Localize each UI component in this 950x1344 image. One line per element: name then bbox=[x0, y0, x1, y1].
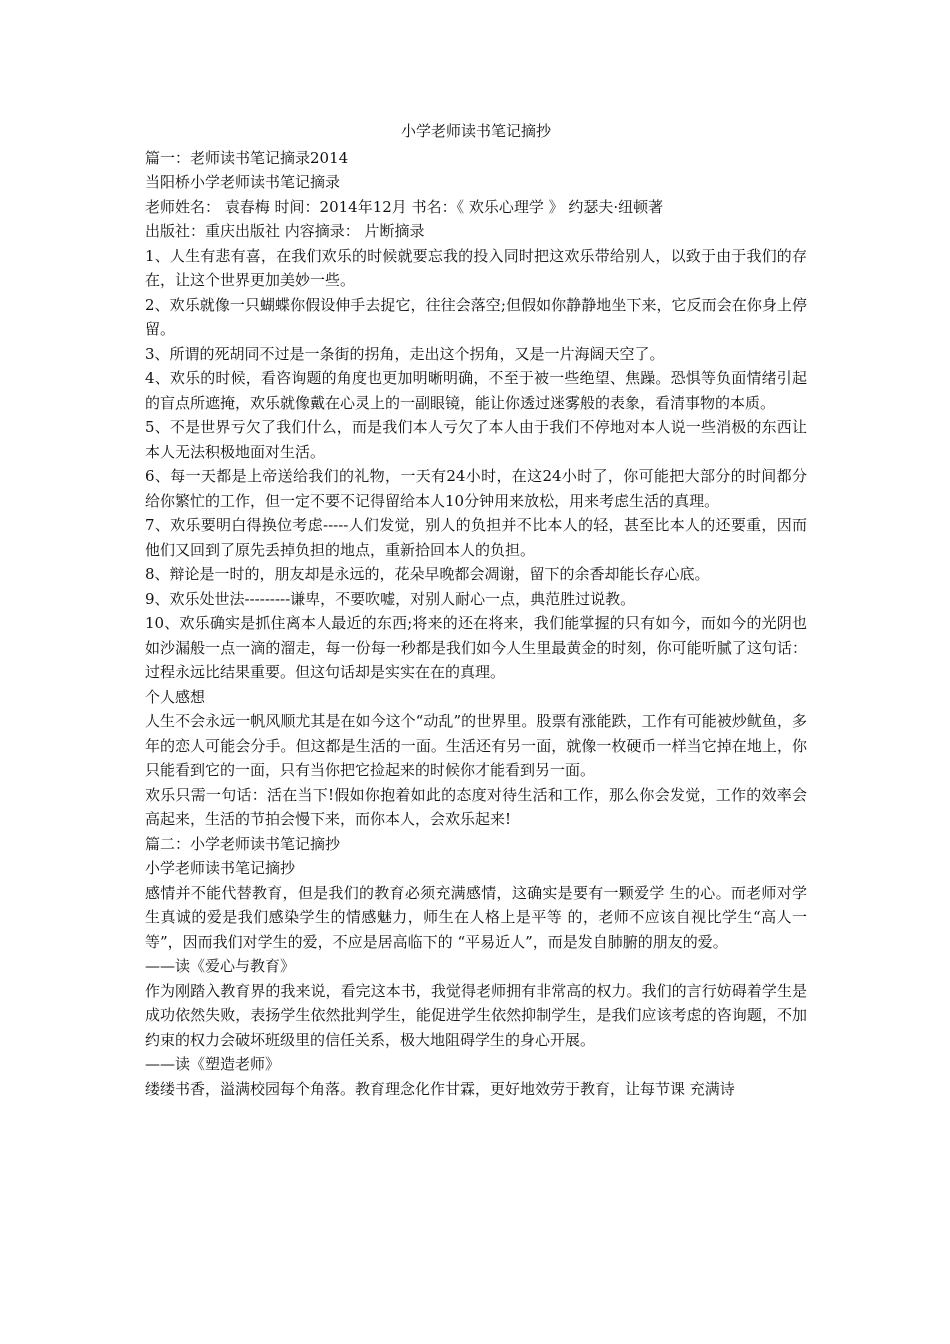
document-paragraph: 篇一：老师读书笔记摘录2014 bbox=[145, 148, 349, 167]
document-paragraph: 5、不是世界亏欠了我们什么，而是我们本人亏欠了本人由于我们不停地对本人说一些消极的东西让本人无法积极地面对生活。 bbox=[145, 418, 807, 461]
document-paragraph: 篇二：小学老师读书笔记摘抄 bbox=[145, 834, 341, 853]
document-paragraph: 作为刚踏入教育界的我来说，看完这本书，我觉得老师拥有非常高的权力。我们的言行妨碍着学生是成功依然失败，表扬学生依然批判学生，能促进学生依然抑制学生，是我们应该考虑的咨询题，不加约束的权力会破坏班级里的信任关系，极大地阻碍学生的身心开展。 bbox=[145, 981, 807, 1049]
document-paragraph: 欢乐只需一句话：活在当下!假如你抱着如此的态度对待生活和工作，那么你会发觉，工作的效率会高起来，生活的节拍会慢下来，而你本人，会欢乐起来! bbox=[145, 785, 807, 828]
document-paragraph: 2、欢乐就像一只蝴蝶你假设伸手去捉它，往往会落空;但假如你静静地坐下来，它反而会在你身上停留。 bbox=[145, 295, 807, 338]
document-paragraph: 8、辩论是一时的，朋友却是永远的，花朵早晚都会凋谢，留下的余香却能长存心底。 bbox=[145, 565, 710, 583]
document-paragraph: 10、欢乐确实是抓住离本人最近的东西;将来的还在将来，我们能掌握的只有如今，而如今的光阴也如沙漏般一点一滴的溜走，每一份每一秒都是我们如今人生里最黄金的时刻，你可能听腻了这句话：过程永远比结果重要。但这句话却是实实在在的真理。 bbox=[145, 614, 807, 681]
document-paragraph: 9、欢乐处世法---------谦卑，不要吹嘘，对别人耐心一点，典范胜过说教。 bbox=[145, 589, 636, 608]
document-paragraph: ——读《塑造老师》 bbox=[145, 1055, 281, 1073]
document-body bbox=[145, 146, 807, 1102]
document-paragraph: 1、人生有悲有喜，在我们欢乐的时候就要忘我的投入同时把这欢乐带给别人，以致于由于我们的存在，让这个世界更加美妙一些。 bbox=[145, 246, 807, 289]
document-paragraph: 感情并不能代替教育，但是我们的教育必须充满感情，这确实是要有一颗爱学 生的心。而老师对学生真诚的爱是我们感染学生的情感魅力，师生在人格上是平等 的，老师不应该自视比学生“高人一等”，因而我们对学生的爱，不应是居高临下的 “平易近人”，而是发自肺腑的朋友的爱。 bbox=[145, 883, 807, 951]
document-title: 小学老师读书笔记摘抄 bbox=[400, 122, 551, 140]
document-paragraph: ——读《爱心与教育》 bbox=[145, 957, 296, 975]
document-paragraph: 4、欢乐的时候，看咨询题的角度也更加明晰明确，不至于被一些绝望、焦躁。恐惧等负面情绪引起的盲点所遮掩，欢乐就像戴在心灵上的一副眼镜，能让你透过迷雾般的表象，看清事物的本质。 bbox=[145, 369, 807, 412]
document-paragraph: 个人感想 bbox=[145, 687, 206, 706]
document-paragraph: 老师姓名： 袁春梅 时间：2014年12月 书名：《 欢乐心理学 》 约瑟夫·纽顿著 bbox=[145, 197, 664, 216]
document-paragraph: 7、欢乐要明白得换位考虑-----人们发觉，别人的负担并不比本人的轻，甚至比本人的还要重，因而他们又回到了原先丢掉负担的地点，重新拾回本人的负担。 bbox=[145, 516, 807, 559]
document-paragraph: 当阳桥小学老师读书笔记摘录 bbox=[145, 173, 341, 191]
document-paragraph: 人生不会永远一帆风顺尤其是在如今这个“动乱”的世界里。股票有涨能跌，工作有可能被炒鱿鱼，多年的恋人可能会分手。但这都是生活的一面。生活还有另一面，就像一枚硬币一样当它掉在地上，你只能看到它的一面，只有当你把它捡起来的时候你才能看到另一面。 bbox=[145, 712, 807, 779]
document-paragraph: 6、每一天都是上帝送给我们的礼物，一天有24小时，在这24小时了，你可能把大部分的时间都分给你繁忙的工作，但一定不要不记得留给本人10分钟用来放松，用来考虑生活的真理。 bbox=[145, 467, 807, 510]
document-paragraph: 出版社：重庆出版社 内容摘录： 片断摘录 bbox=[145, 222, 425, 240]
document-page bbox=[145, 119, 807, 1101]
document-paragraph: 3、所谓的死胡同不过是一条街的拐角，走出这个拐角，又是一片海阔天空了。 bbox=[145, 344, 665, 363]
document-paragraph: 小学老师读书笔记摘抄 bbox=[145, 859, 296, 877]
document-paragraph: 缕缕书香，溢满校园每个角落。教育理念化作甘霖，更好地效劳于教育，让每节课 充满诗 bbox=[145, 1079, 735, 1098]
